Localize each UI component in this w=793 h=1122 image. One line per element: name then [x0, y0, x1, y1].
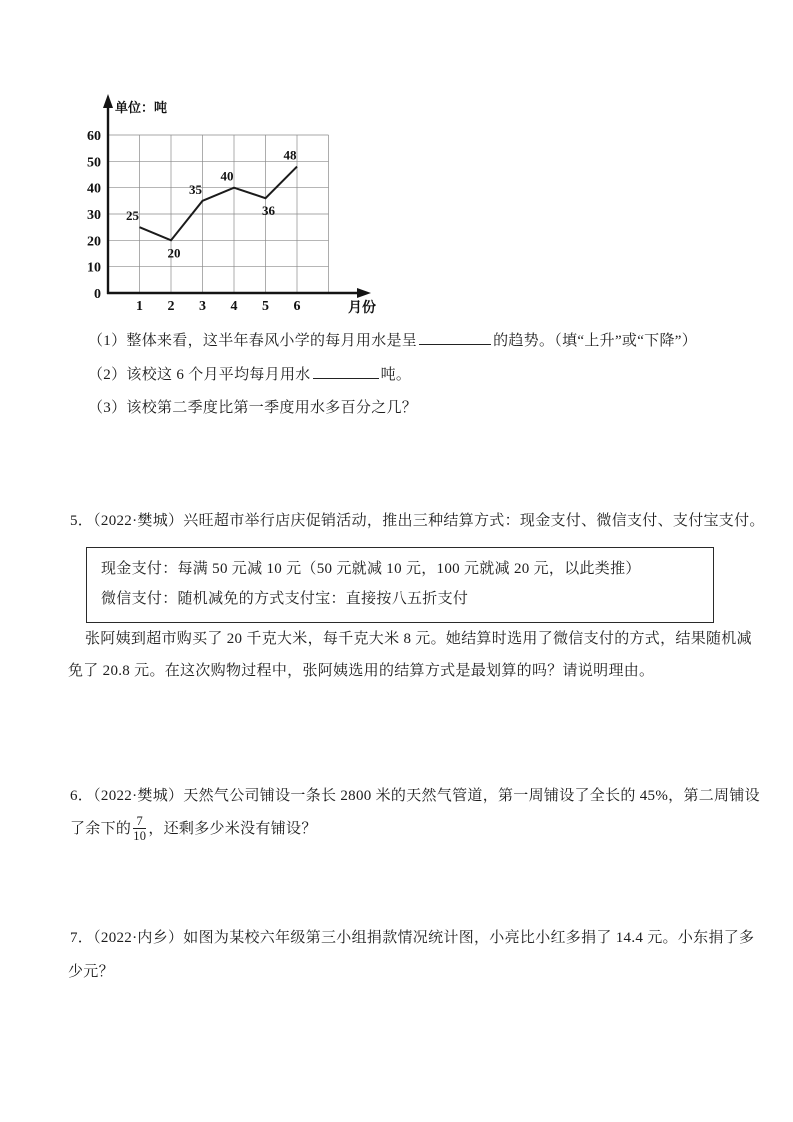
problem-5-paragraph-line-1: 张阿姨到超市购买了 20 千克大米，每千克大米 8 元。她结算时选用了微信支付的方式，结果随机减: [85, 631, 752, 647]
question-3-text: 该校第二季度比第一季度用水多百分之几？: [126, 400, 418, 416]
problem-5-number: 5．: [70, 513, 94, 529]
problem-7-line-1: [70, 928, 754, 948]
svg-text:1: 1: [136, 299, 143, 314]
question-3: [88, 398, 417, 418]
answer-blank-line: [419, 331, 491, 345]
question-2-text-post: 吨。: [380, 367, 412, 383]
problem-6-line-2-post: ，还剩多少米没有铺设？: [148, 820, 317, 837]
svg-text:单位：吨: 单位：吨: [115, 100, 168, 115]
payment-box-line-wechat: 微信支付：随机减免的方式支付宝：直接按八五折支付: [101, 591, 469, 607]
problem-6-number: 6．: [70, 788, 94, 804]
svg-text:0: 0: [94, 287, 101, 302]
svg-text:36: 36: [262, 203, 275, 219]
question-2-number: （2）: [88, 367, 127, 383]
svg-text:50: 50: [87, 155, 101, 171]
svg-text:4: 4: [230, 299, 238, 314]
problem-7-line-1-text: （2022·内乡）如图为某校六年级第三小组捐款情况统计图，小亮比小红多捐了 14.4 元。小东捐了多: [93, 930, 755, 946]
svg-text:6: 6: [293, 299, 301, 314]
svg-text:20: 20: [167, 245, 181, 261]
problem-7-line-2: 少元？: [68, 964, 114, 980]
water-usage-line-chart: [66, 90, 406, 322]
fraction-numerator: 7: [133, 814, 146, 829]
problem-5-intro: [70, 511, 765, 531]
payment-options-box: [86, 547, 714, 623]
svg-text:25: 25: [126, 208, 139, 224]
problem-5-paragraph-line-2: 免了 20.8 元。在这次购物过程中，张阿姨选用的结算方式是最划算的吗？请说明理由。: [68, 663, 655, 679]
answer-blank-line: [313, 365, 379, 379]
svg-text:月份: 月份: [348, 301, 376, 316]
payment-box-line-cash: 现金支付：每满 50 元减 10 元（50 元就减 10 元，100 元就减 20 元，以此类推）: [101, 561, 641, 577]
problem-6-line-2: [70, 814, 317, 844]
question-3-number: （3）: [88, 400, 127, 416]
svg-text:10: 10: [87, 260, 101, 276]
problem-7-number: 7．: [70, 930, 94, 946]
svg-text:2: 2: [167, 299, 175, 314]
svg-text:48: 48: [283, 147, 297, 163]
svg-text:5: 5: [262, 299, 269, 314]
question-2-text-pre: 该校这 6 个月平均每月用水: [126, 367, 311, 383]
svg-text:30: 30: [87, 208, 101, 223]
fraction-seven-tenths: [132, 814, 147, 844]
problem-6-line-1: [70, 786, 760, 806]
question-1-text-pre: 整体来看，这半年春风小学的每月用水是呈: [126, 333, 418, 349]
question-1: [88, 331, 697, 351]
svg-text:35: 35: [189, 181, 202, 197]
problem-6-line-2-pre: 了余下的: [70, 820, 132, 837]
svg-text:40: 40: [87, 181, 101, 197]
problem-5-intro-text: （2022·樊城）兴旺超市举行店庆促销活动，推出三种结算方式：现金支付、微信支付、支付宝支付。: [93, 513, 765, 529]
question-2: [88, 365, 411, 385]
svg-text:3: 3: [199, 299, 206, 314]
svg-text:40: 40: [220, 168, 234, 184]
fraction-denominator: 10: [133, 829, 147, 844]
question-1-number: （1）: [88, 333, 127, 349]
svg-text:60: 60: [87, 129, 101, 144]
problem-6-line-1-text: （2022·樊城）天然气公司铺设一条长 2800 米的天然气管道，第一周铺设了全长的 45%，第二周铺设: [93, 788, 760, 804]
svg-text:20: 20: [87, 234, 101, 250]
question-1-text-post: 的趋势。（填“上升”或“下降”）: [493, 333, 698, 349]
